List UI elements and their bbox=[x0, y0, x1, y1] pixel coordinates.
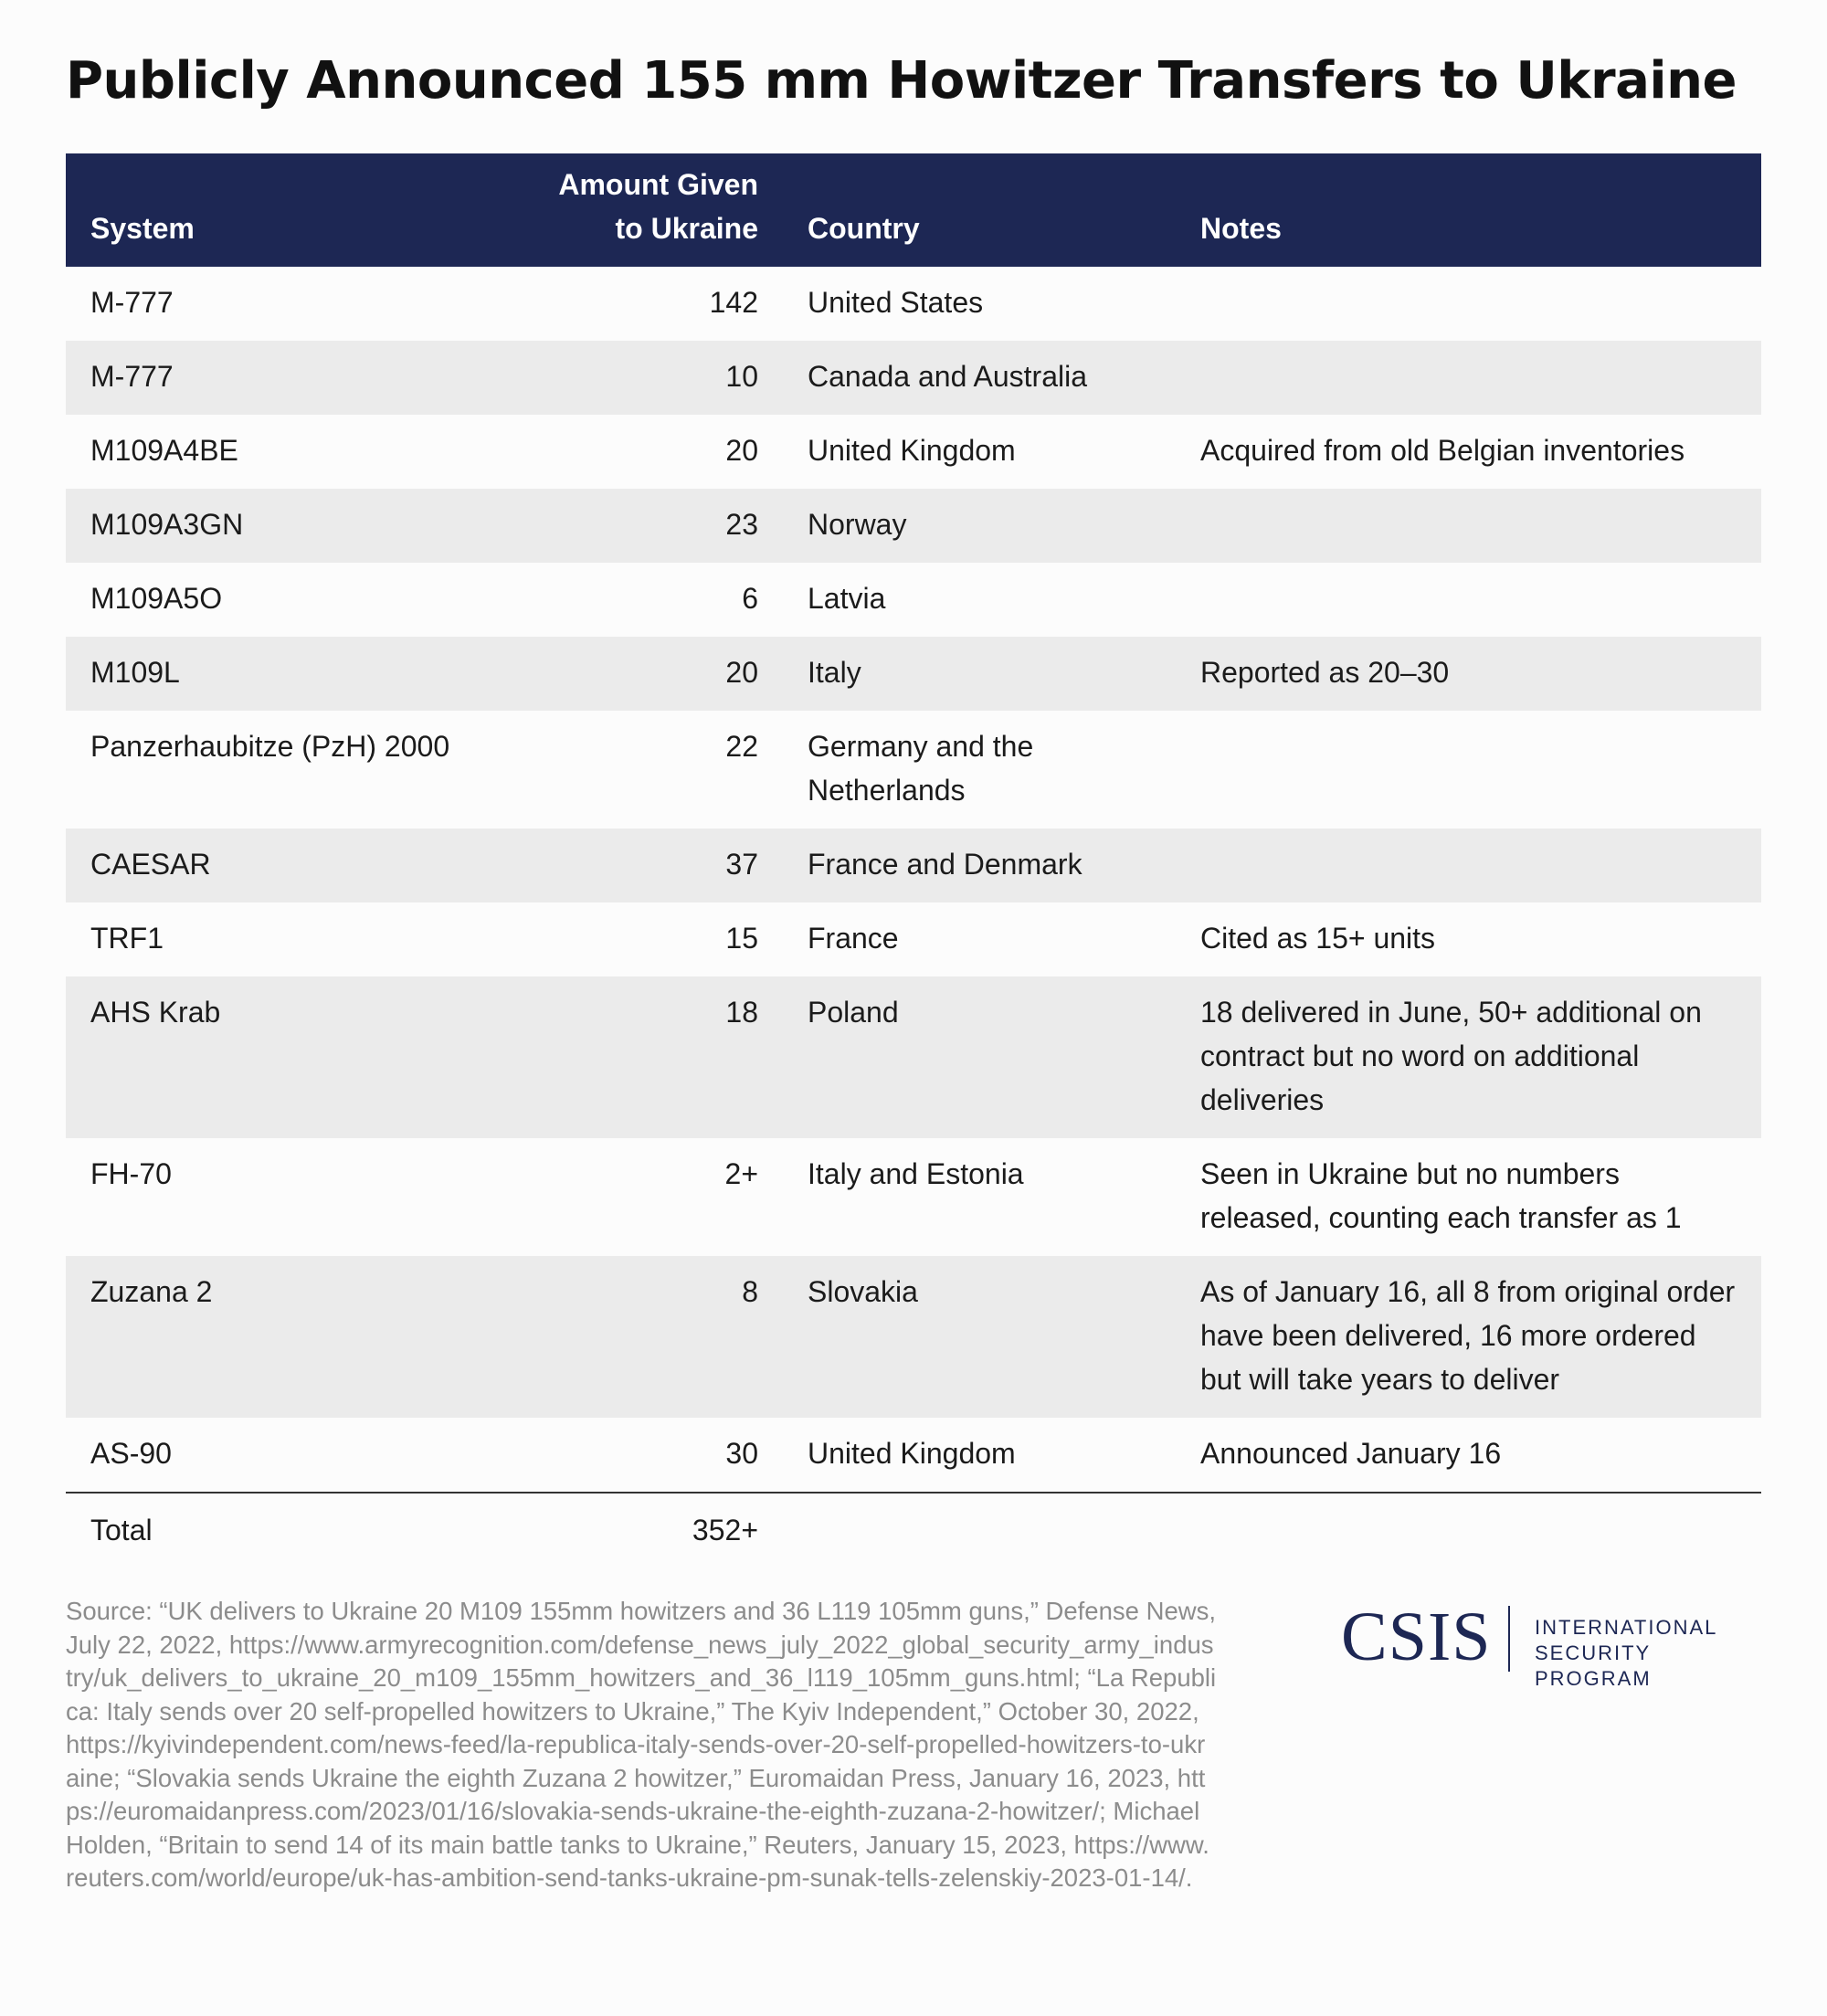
table-row bbox=[66, 563, 1761, 637]
cell-country: United Kingdom bbox=[808, 434, 1016, 467]
cell-amount: 2+ bbox=[724, 1157, 758, 1190]
cell-amount: 6 bbox=[742, 582, 758, 615]
cell-country: France and Denmark bbox=[758, 829, 1176, 902]
cell-country: Germany and the Netherlands bbox=[808, 730, 1034, 807]
cell-notes bbox=[1176, 341, 1761, 415]
csis-wordmark: CSIS bbox=[1341, 1599, 1492, 1675]
cell-notes bbox=[1176, 489, 1761, 563]
cell-country: France bbox=[808, 922, 899, 955]
program-name bbox=[1535, 1615, 1772, 1692]
table-row bbox=[66, 415, 1761, 489]
total-row bbox=[66, 1493, 1761, 1568]
table-row bbox=[66, 976, 1761, 1138]
table-row bbox=[66, 711, 1761, 829]
cell-country: Canada and Australia bbox=[758, 341, 1176, 415]
total-label: Total bbox=[90, 1514, 153, 1546]
cell-country: Latvia bbox=[808, 582, 886, 615]
cell-system: AHS Krab bbox=[66, 976, 484, 1138]
header-notes: Notes bbox=[1176, 153, 1761, 267]
cell-country: Italy and Estonia bbox=[808, 1157, 1024, 1190]
table-row bbox=[66, 489, 1761, 563]
table-header bbox=[66, 153, 1761, 267]
logo-divider bbox=[1508, 1606, 1510, 1672]
table-row bbox=[66, 1138, 1761, 1256]
cell-notes: Acquired from old Belgian inventories bbox=[1200, 434, 1685, 467]
cell-amount: 20 bbox=[725, 434, 758, 467]
table-row bbox=[66, 1418, 1761, 1493]
cell-country: Slovakia bbox=[758, 1256, 1176, 1418]
cell-amount: 18 bbox=[484, 976, 758, 1138]
cell-amount: 142 bbox=[709, 286, 758, 319]
cell-system: M109A5O bbox=[90, 582, 223, 615]
cell-amount: 22 bbox=[725, 730, 758, 763]
cell-system: FH-70 bbox=[90, 1157, 172, 1190]
cell-amount: 20 bbox=[484, 637, 758, 711]
cell-amount: 8 bbox=[484, 1256, 758, 1418]
cell-system: M-777 bbox=[90, 286, 174, 319]
cell-system: Panzerhaubitze (PzH) 2000 bbox=[90, 730, 450, 763]
program-name-line1: INTERNATIONAL bbox=[1535, 1616, 1718, 1639]
cell-notes bbox=[1176, 829, 1761, 902]
header-row bbox=[66, 153, 1761, 267]
csis-logo bbox=[1341, 1599, 1763, 1690]
cell-system: M109A4BE bbox=[90, 434, 238, 467]
program-name-line2: SECURITY PROGRAM bbox=[1535, 1641, 1652, 1690]
table-row bbox=[66, 637, 1761, 711]
cell-amount: 37 bbox=[484, 829, 758, 902]
cell-system: Zuzana 2 bbox=[66, 1256, 484, 1418]
page-title: Publicly Announced 155 mm Howitzer Transfers to Ukraine bbox=[66, 51, 1737, 111]
cell-notes: 18 delivered in June, 50+ additional on contract but no word on additional deliveries bbox=[1176, 976, 1761, 1138]
cell-system: M-777 bbox=[66, 341, 484, 415]
cell-country: Norway bbox=[758, 489, 1176, 563]
cell-amount: 30 bbox=[484, 1418, 758, 1493]
cell-amount: 10 bbox=[484, 341, 758, 415]
total-amount: 352+ bbox=[692, 1514, 758, 1546]
source-citation: Source: “UK delivers to Ukraine 20 M109 155mm howitzers and 36 L119 105mm guns,” Defense News, July 22, 2022, https://www.armyrecognition.com/defense_news_july_2022_global_security_army_industry/uk_delivers_to_ukraine_20_m109_155mm_howitzers_and_36_l119_105mm_guns.html; “La Republica: Italy sends over 20 self-propelled howitzers to Ukraine,” The Kyiv Independent,” October 30, 2022, https://kyivindependent.com/news-feed/la-republica-italy-sends-over-20-self-propelled-howitzers-to-ukraine; “Slovakia sends Ukraine the eighth Zuzana 2 howitzer,” Euromaidan Press, January 16, 2023, https://euromaidanpress.com/2023/01/16/slovakia-sends-ukraine-the-eighth-zuzana-2-howitzer/; Michael Holden, “Britain to send 14 of its main battle tanks to Ukraine,” Reuters, January 15, 2023, https://www.reuters.com/world/europe/uk-has-ambition-send-tanks-ukraine-pm-sunak-tells-zelenskiy-2023-01-14/. bbox=[66, 1597, 1217, 1892]
cell-notes bbox=[1176, 267, 1761, 341]
cell-notes bbox=[1176, 711, 1761, 829]
cell-country: Poland bbox=[758, 976, 1176, 1138]
cell-country: United Kingdom bbox=[758, 1418, 1176, 1493]
cell-notes bbox=[1176, 563, 1761, 637]
table-row bbox=[66, 267, 1761, 341]
table-body bbox=[66, 267, 1761, 1493]
header-amount bbox=[484, 153, 758, 267]
total-empty-country bbox=[758, 1493, 1176, 1568]
cell-system: TRF1 bbox=[90, 922, 164, 955]
table-footer bbox=[66, 1493, 1761, 1568]
cell-notes: Seen in Ukraine but no numbers released, counting each transfer as 1 bbox=[1200, 1157, 1682, 1234]
cell-system: AS-90 bbox=[66, 1418, 484, 1493]
header-country: Country bbox=[758, 153, 1176, 267]
cell-system: M109L bbox=[66, 637, 484, 711]
cell-notes: Reported as 20–30 bbox=[1176, 637, 1761, 711]
cell-notes: Cited as 15+ units bbox=[1200, 922, 1436, 955]
cell-country: United States bbox=[808, 286, 984, 319]
cell-notes: As of January 16, all 8 from original order have been delivered, 16 more ordered but will take years to deliver bbox=[1176, 1256, 1761, 1418]
table-row bbox=[66, 902, 1761, 976]
table-row bbox=[66, 1256, 1761, 1418]
header-amount-line2: to Ukraine bbox=[615, 212, 758, 245]
howitzer-transfer-table bbox=[66, 153, 1761, 1568]
cell-system: M109A3GN bbox=[66, 489, 484, 563]
cell-amount: 23 bbox=[484, 489, 758, 563]
cell-notes: Announced January 16 bbox=[1176, 1418, 1761, 1493]
cell-system: CAESAR bbox=[66, 829, 484, 902]
cell-amount: 15 bbox=[725, 922, 758, 955]
table-row bbox=[66, 341, 1761, 415]
table-row bbox=[66, 829, 1761, 902]
header-system: System bbox=[66, 153, 484, 267]
total-empty-notes bbox=[1176, 1493, 1761, 1568]
cell-country: Italy bbox=[758, 637, 1176, 711]
header-amount-line1: Amount Given bbox=[558, 168, 758, 201]
